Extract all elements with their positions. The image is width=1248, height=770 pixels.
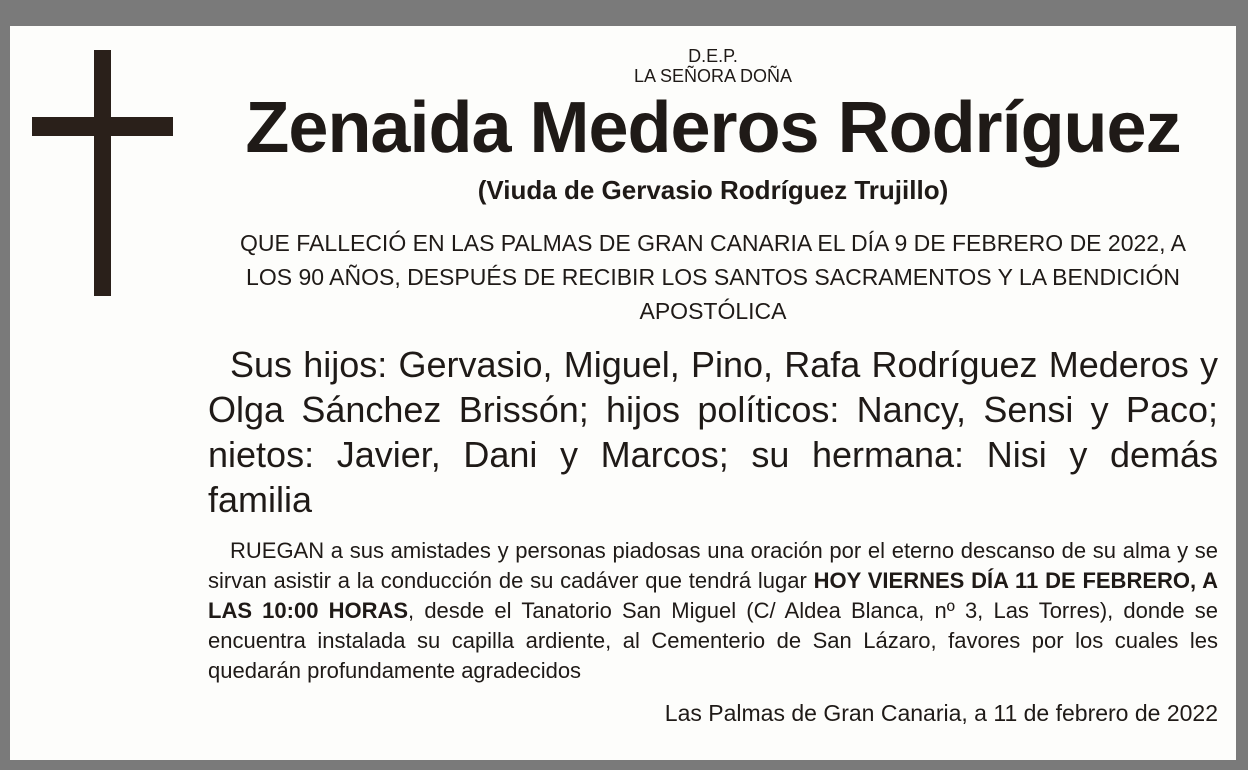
request-date-time: HOY VIERNES DÍA 11 DE FEBRERO, A LAS 10:00 HORAS <box>208 568 1218 623</box>
place-date-signature: Las Palmas de Gran Canaria, a 11 de febrero de 2022 <box>664 700 1218 726</box>
cross-vertical-bar <box>94 50 111 296</box>
death-announcement: QUE FALLECIÓ EN LAS PALMAS DE GRAN CANARIA EL DÍA 9 DE FEBRERO DE 2022, A LOS 90 AÑOS, DESPUÉS DE RECIBIR LOS SANTOS SACRAMENTOS Y LA BENDICIÓN APOSTÓLICA <box>240 230 1186 324</box>
honorific-label: LA SEÑORA DOÑA <box>633 66 793 86</box>
notice-content <box>208 46 1218 728</box>
request-text-2: , desde el Tanatorio San Miguel (C/ Aldea Blanca, nº 3, Las Torres), donde se encuentra instalada su capilla ardiente, al Cementerio de San Lázaro, favores por los cuales les quedarán profundamente agradecidos <box>208 598 1218 683</box>
cross-horizontal-bar <box>32 117 173 136</box>
dep-label: D.E.P. <box>688 46 738 66</box>
widow-note: (Viuda de Gervasio Rodríguez Trujillo) <box>477 175 949 205</box>
request-text-1: RUEGAN a sus amistades y personas piadosas una oración por el eterno descanso de su alma y se sirvan asistir a la conducción de su cadáver que tendrá lugar <box>208 538 1218 593</box>
obituary-card <box>10 26 1236 760</box>
funeral-request <box>208 536 1218 686</box>
deceased-name: Zenaida Mederos Rodríguez <box>245 88 1181 168</box>
family-list: Sus hijos: Gervasio, Miguel, Pino, Rafa Rodríguez Mederos y Olga Sánchez Brissón; hijos políticos: Nancy, Sensi y Paco; nietos: Javier, Dani y Marcos; su hermana: Nisi y demás familia <box>208 344 1218 520</box>
